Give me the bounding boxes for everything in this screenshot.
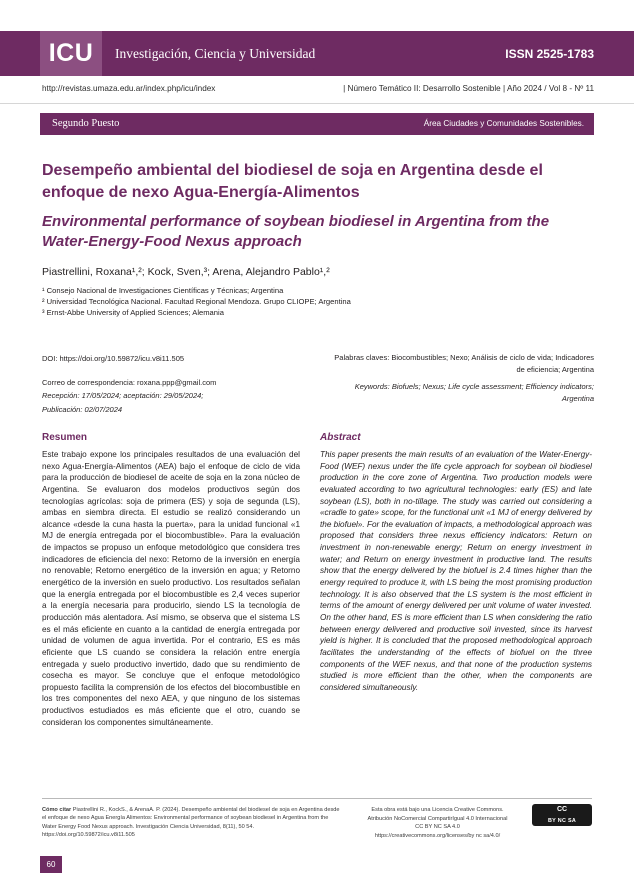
creative-commons-icon: CC (532, 804, 592, 815)
journal-logo (40, 31, 102, 76)
citation-block (42, 806, 342, 840)
license-line-1: Esta obra está bajo una Licencia Creative Commons. (371, 807, 504, 813)
award-band (40, 113, 594, 135)
publication-line: Publicación: 02/07/2024 (42, 404, 123, 414)
license-block (350, 806, 525, 841)
footer-divider (42, 798, 592, 799)
journal-url[interactable]: http://revistas.umaza.edu.ar/index.php/icu/index (42, 84, 216, 93)
correspondence-line: Correo de correspondencia: roxana.ppp@gmail.com (42, 377, 217, 387)
article-title-en: Environmental performance of soybean biodiesel in Argentina from the Water-Energy-Food Nexus approach (42, 213, 550, 251)
issue-info: | Número Temático II: Desarrollo Sostenible | Año 2024 / Vol 8 - Nº 11 (343, 84, 594, 93)
license-url[interactable]: https://creativecommons.org/licenses/by nc sa/4.0/ (374, 832, 501, 839)
affiliation-1: ¹ Consejo Nacional de Investigaciones Científicas y Técnicas; Argentina (42, 286, 284, 295)
journal-issn: ISSN 2525-1783 (505, 47, 594, 61)
award-area-label: Área Ciudades y Comunidades Sostenibles. (423, 119, 584, 128)
authors-line: Piastrellini, Roxana¹,²; Kock, Sven,³; Arena, Alejandro Pablo¹,² (42, 266, 330, 278)
keywords-en-label: Keywords: (354, 382, 390, 392)
citation-label: Cómo citar (42, 807, 72, 813)
resumen-column (42, 432, 300, 728)
affiliation-3: ³ Ernst-Abbe University of Applied Sciences; Alemania (42, 308, 224, 317)
abstract-column (320, 432, 592, 693)
affiliation-2: ² Universidad Tecnológica Nacional. Facultad Regional Mendoza. Grupo CLIOPE; Argentina (42, 297, 351, 306)
resumen-heading: Resumen (42, 432, 88, 443)
doi-line[interactable]: DOI: https://doi.org/10.59872/icu.v8i11.505 (42, 354, 185, 363)
metadata-left (42, 352, 302, 416)
journal-logo-text: ICU (48, 39, 94, 67)
url-strip (0, 76, 634, 104)
license-line-2: Atribución NoComercial CompartirIgual 4.0 Internacional (367, 815, 508, 822)
keywords-en (329, 381, 594, 404)
article-title-es: Desempeño ambiental del biodiesel de soja en Argentina desde el enfoque de nexo Agua-Energía-Alimentos (42, 162, 543, 201)
journal-title: Investigación, Ciencia y Universidad (115, 46, 316, 61)
abstract-body: This paper presents the main results of an evaluation of the Water-Energy-Food (WEF) nexus under the life cycle approach for soybean oil biodiesel production in the core zone of Argentina. Two production models were evaluated according to two agricultural technologies: early (ES) and late soybean (LS), both in no-tillage. The study was carried out considering a «cradle to gate» scope, for the functional unit «1 MJ of energy delivered by the biofuel». For the evaluation of impacts, a methodological approach was proposed that considers three nexus efficiency indicators: Return on investment in non-renewable energy; Return on energy investment in water; and Return on energy investment in productive land. The results show that the energy delivered by the biofuel is 2.4 times higher than the energy required to produce it, with LS being the most promising production technology. It is also observed that the LS system is the most efficient in terms of the amount of energy delivered per unit volume of water invested. On the other hand, ES is more efficient than LS when considering the ratio between energy delivered and productive soil invested, since its harvest yield is higher. It is concluded that the proposed methodological approach facilitates the understanding of the effects of biofuel on the three components of the WEF nexus, and that none of the production systems studied is more efficient than the other, when the components are considered simultaneously. (320, 450, 592, 692)
creative-commons-terms: BY NC SA (532, 815, 592, 826)
keywords-es-label: Palabras claves: (334, 353, 390, 362)
award-place-label: Segundo Puesto (52, 118, 120, 129)
page-number: 60 (40, 856, 62, 873)
metadata-right (329, 352, 594, 405)
resumen-body: Este trabajo expone los principales resultados de una evaluación del nexo Agua-Energía-Alimentos (AEA) bajo el enfoque de ciclo de vida para la producción de biodiesel de aceite de soja en la zona núcleo de Argentina. Se evaluaron dos modelos productivos según dos tecnologías agrícolas: soja de primera (ES) y soja de segunda (LS), ambas en siembra directa. El estudio se realizó considerando un alcance «desde la cuna hasta la puerta», para la unidad funcional «1 MJ de energía entregada por el biocombustible». Para la evaluación de impactos se propuso un enfoque metodológico que considera tres indicadores de eficiencia del nexo: Retorno de la inversión en energía no renovable; Retorno energético de la inversión en agua; y Retorno energético de la inversión en suelo productivo. Los resultados señalan que la energía entregada por el biocombustible es 2,4 veces superior a la energía necesaria para producirlo, siendo LS la tecnología de producción más alentadora. Así mismo, se observa que el sistema LS es el más eficiente en cuanto a la cantidad de energía entregada por unidad de volumen de agua invertida. Por el contrario, ES es más eficiente que LS cuando se considera la relación entre energía entregada y suelo productivo invertido, dado que su rendimiento de cosecha es mayor. Se concluye que el enfoque metodológico propuesto facilita la comprensión de los efectos del biocombustible en los tres componentes del nexo AEA, y que ninguno de los sistemas productivos estudiados es más eficiente que el otro, cuando se consideran los componentes simultáneamente. (42, 450, 300, 727)
abstract-heading: Abstract (320, 432, 361, 443)
reception-line: Recepción: 17/05/2024; aceptación: 29/05/2024; (42, 391, 204, 400)
citation-text: Piastrellini R., KockS., & ArenaA. P. (2024). Desempeño ambiental del biodiesel de soja en Argentina desde el enfoque de nexo Agua Energía Alimentos: Environmental performance of soybean biodiesel in Argentina from the Water Energy Food Nexus approach. Investigación Ciencia Universidad, 8(11), 50 54. https://doi.org/10.59872/icu.v8i11.505 (42, 807, 340, 839)
license-line-3: CC BY NC SA 4.0 (415, 824, 460, 831)
affiliations-block (42, 285, 582, 318)
keywords-es-value: Biocombustibles; Nexo; Análisis de ciclo de vida; Indicadores de eficiencia; Argentina (391, 353, 594, 374)
keywords-es (329, 352, 594, 375)
keywords-en-value: Biofuels; Nexus; Life cycle assessment; Efficiency indicators; Argentina (391, 382, 594, 403)
